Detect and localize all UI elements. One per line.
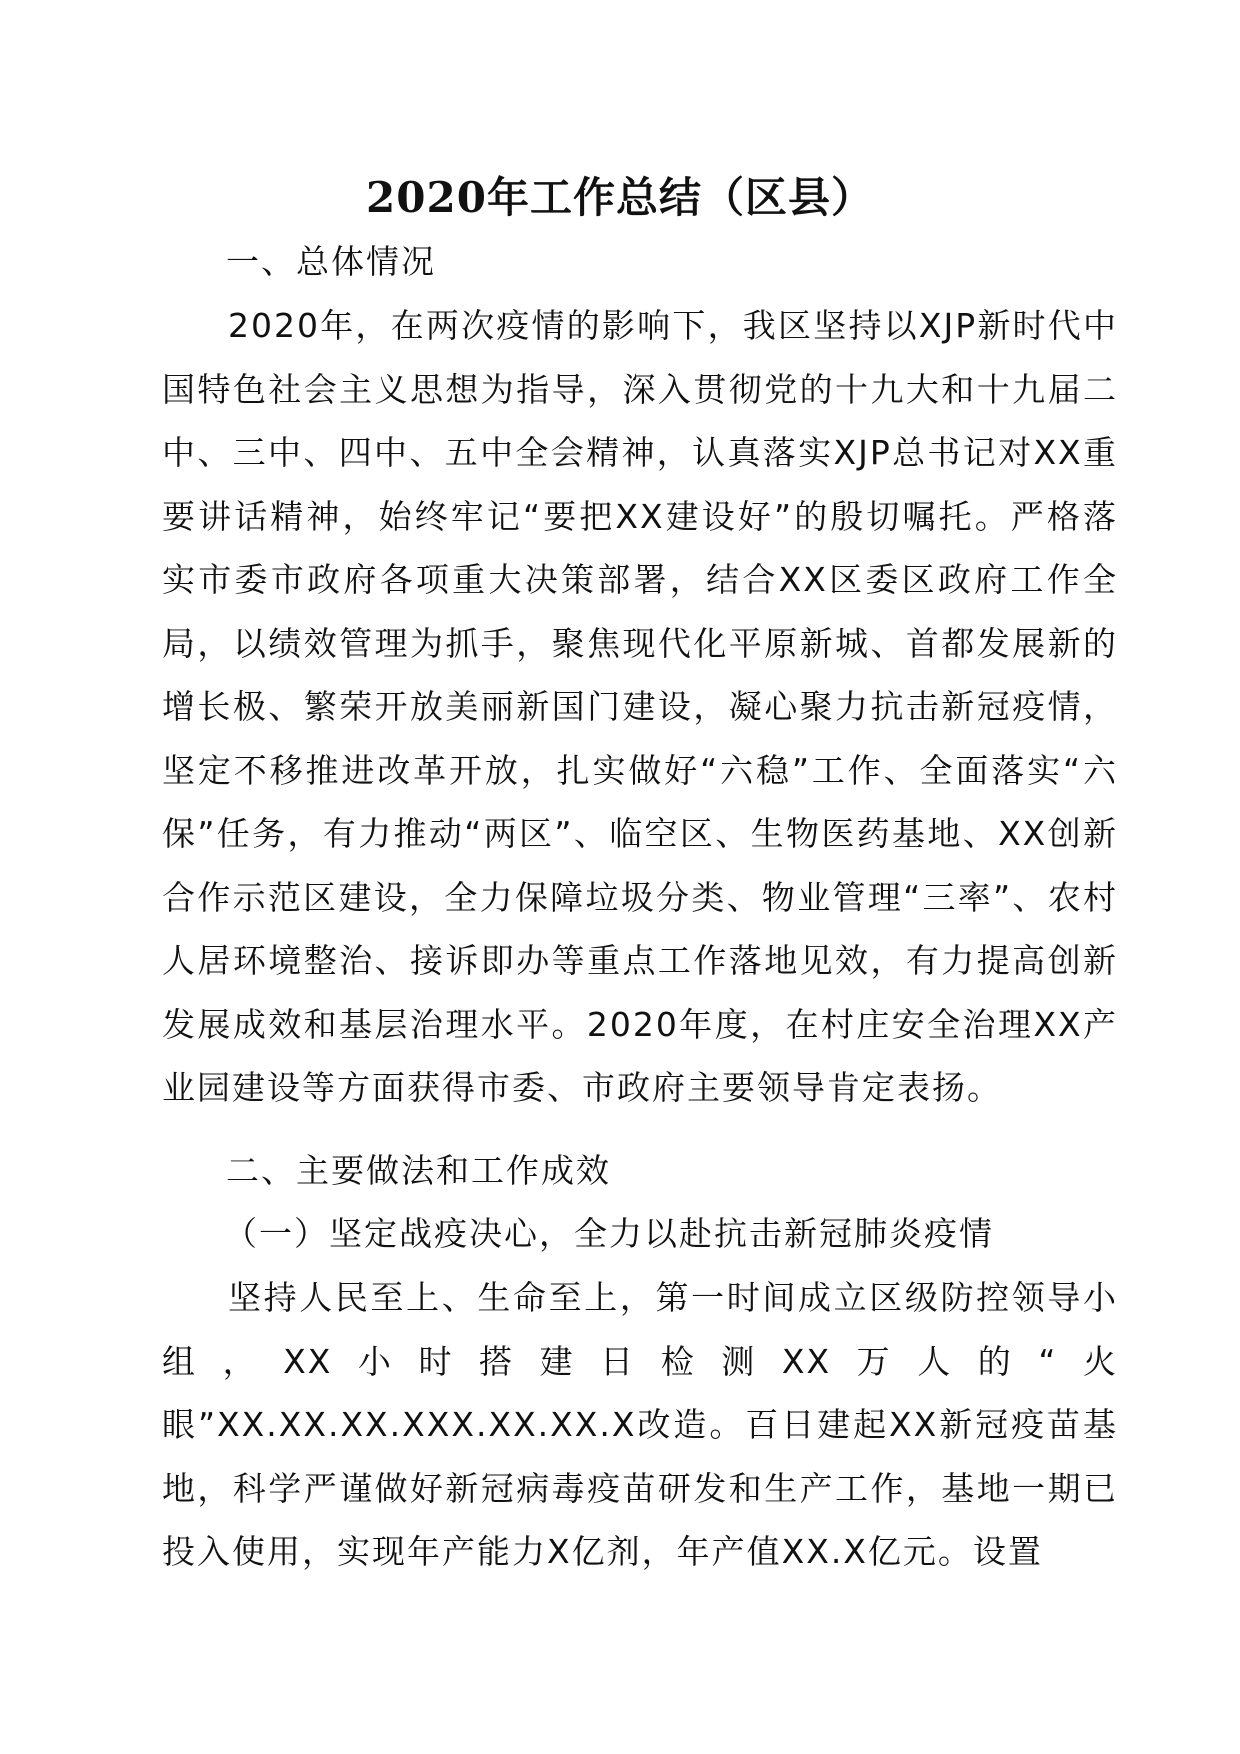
section-heading-overall: 一、总体情况 <box>226 242 436 281</box>
document-title: 2020年工作总结（区县） <box>366 173 874 222</box>
paragraph-epidemic-response: 坚持人民至上、生命至上，第一时间成立区级防控领导小组，XX小时搭建日检测XX万人的“火眼”XX.XX.XX.XXX.XX.XX.X改造。百日建起XX新冠疫苗基地，科学严谨做好新冠病毒疫苗研发和生产工作，基地一期已投入使用，实现年产能力X亿剂，年产值XX.X亿元。设置 <box>162 1278 1118 1571</box>
paragraph-overall-situation: 2020年，在两次疫情的影响下，我区坚持以XJP新时代中国特色社会主义思想为指导，深入贯彻党的十九大和十九届二中、三中、四中、五中全会精神，认真落实XJP总书记对XX重要讲话精神，始终牢记“要把XX建设好”的殷切嘱托。严格落实市委市政府各项重大决策部署，结合XX区委区政府工作全局，以绩效管理为抓手，聚焦现代化平原新城、首都发展新的增长极、繁荣开放美丽新国门建设，凝心聚力抗击新冠疫情，坚定不移推进改革开放，扎实做好“六稳”工作、全面落实“六保”任务，有力推动“两区”、临空区、生物医药基地、XX创新合作示范区建设，全力保障垃圾分类、物业管理“三率”、农村人居环境整治、接诉即办等重点工作落地见效，有力提高创新发展成效和基层治理水平。2020年度，在村庄安全治理XX产业园建设等方面获得市委、市政府主要领导肯定表扬。 <box>162 306 1118 1107</box>
section-heading-main-practices: 二、主要做法和工作成效 <box>226 1151 611 1190</box>
subsection-heading-epidemic: （一）坚定战疫决心，全力以赴抗击新冠肺炎疫情 <box>224 1214 994 1253</box>
